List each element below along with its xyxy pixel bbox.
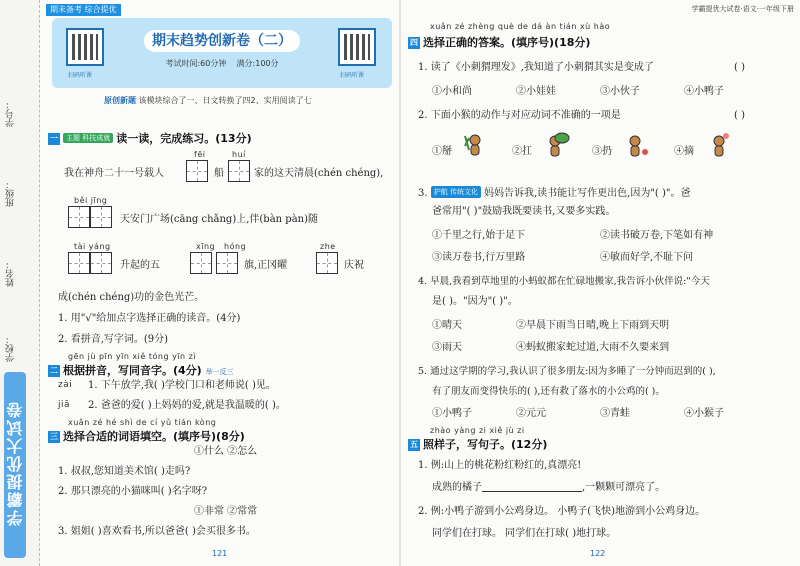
q4-2-opt-d[interactable]: ④摘: [674, 146, 694, 157]
section-2-title: [48, 362, 234, 378]
options-1: ①什么 ②怎么: [194, 446, 258, 457]
passage-line-1a: 我在神舟二十一号载人: [64, 168, 164, 179]
write-box-jing[interactable]: [90, 206, 112, 228]
qr-caption-left: 扫码听课: [68, 72, 93, 79]
pinyin-taiyang: tài yáng: [74, 242, 111, 251]
q4-3-opt-c[interactable]: ③读万卷书,行万里路: [432, 252, 526, 263]
exam-info: [144, 58, 300, 69]
question-3-1: 1. 叔叔,您知道美术馆( )走吗?: [58, 466, 191, 477]
pinyin-xing: xīng: [196, 242, 216, 251]
qr-code-right[interactable]: [338, 28, 376, 66]
example-5-1: 1. 例:山上的桃花粉红粉红的,真漂亮!: [418, 460, 582, 471]
row-2-sentence: 2. 爸爸的爱( )上妈妈的爱,就是我温暖的( )。: [88, 400, 286, 411]
monkey-picking-corn-icon: [460, 132, 490, 162]
binding-strip: [0, 0, 40, 566]
exam-title: 期末趋势创新卷（二）: [144, 30, 300, 52]
section-3-title: [48, 428, 245, 444]
question-3-3: 3. 姐姐( )喜欢看书,所以爸爸( )会买很多书。: [58, 526, 256, 537]
question-4-1-blank[interactable]: ( ): [734, 62, 745, 73]
monkey-picking-peach-icon: [704, 132, 734, 162]
write-box-fei[interactable]: [186, 160, 208, 182]
question-4-3-b: 爸常用"( )"鼓励我既要读书,又要多实践。: [432, 206, 616, 217]
example-5-2: 2. 例:小鸭子游到小公鸡身边。 小鸭子(飞快)地游到小公鸡身边。: [418, 506, 706, 517]
header-tag: 期末备考 综合提优: [46, 4, 121, 16]
q4-3-opt-a[interactable]: ①千里之行,始于足下: [432, 230, 526, 241]
section-4-heading: 选择正确的答案。(填序号)(18分): [423, 36, 591, 49]
section-1-number: 一: [50, 134, 58, 143]
field-school: 学校：: [6, 335, 16, 362]
q4-5-opt-a[interactable]: ①小鸭子: [432, 408, 472, 419]
section-2-number: 二: [50, 366, 58, 375]
write-box-xing[interactable]: [190, 252, 212, 274]
question-1-2: 2. 看拼音,写字词。(9分): [58, 334, 169, 345]
pinyin-hong: hóng: [224, 242, 247, 251]
question-4-1: 1. 读了《小刺猬理发》,我知道了小刺猬其实是变成了: [418, 62, 654, 73]
q4-2-opt-b[interactable]: ②扛: [512, 146, 532, 157]
q4-4-opt-d[interactable]: ④蚂蚁搬家蛇过道,大雨不久要来到: [516, 342, 670, 353]
passage-line-4: 成(chén chéng)功的金色光芒。: [58, 292, 205, 303]
q4-3-opt-d[interactable]: ④敏而好学,不耻下问: [600, 252, 694, 263]
question-4-3: 3. 护航 传统文化 妈妈告诉我,读书能让写作更出色,因为"( )"。爸: [418, 188, 691, 199]
answer-line-5-1[interactable]: [482, 482, 582, 492]
header-title-right: 学霸提优大试卷·语文·一年级下册: [691, 5, 794, 13]
passage-line-1c: 家的这天清晨(chén chéng),: [254, 168, 384, 179]
row-1-pinyin: zài: [58, 380, 73, 390]
q4-2-opt-a[interactable]: ①掰: [432, 146, 452, 157]
field-class: 班级：: [6, 180, 16, 207]
section-5-heading: 照样子，写句子。(12分): [423, 438, 548, 451]
passage-line-3c: 庆祝: [344, 260, 364, 271]
section-3-heading: 选择合适的词语填空。(填序号)(8分): [63, 430, 245, 443]
left-page: [44, 0, 396, 566]
q4-5-opt-b[interactable]: ②元元: [516, 408, 546, 419]
write-box-bei[interactable]: [68, 206, 90, 228]
q4-3-theme: 护航 传统文化: [431, 186, 481, 198]
pinyin-hui: huí: [232, 150, 246, 159]
section-1-heading: 读一读，完成练习。(13分): [116, 132, 252, 145]
q4-1-opt-a[interactable]: ①小和尚: [432, 86, 472, 97]
qr-code-left[interactable]: [66, 28, 104, 66]
exam-time: 考试时间:60分钟: [165, 59, 227, 68]
question-4-4: 4. 早晨,我看到草地里的小蚂蚁都在忙碌地搬家,我告诉小伙伴说:"今天: [418, 276, 710, 287]
section-2-extra: 举一反三: [205, 368, 234, 376]
row-1-sentence: 1. 下午放学,我( )学校门口和老师说( )见。: [88, 380, 276, 391]
section-5-pinyin: zhào yàng zi xiě jù zi: [430, 426, 525, 435]
innovation-note: [104, 95, 312, 107]
q4-5-opt-c[interactable]: ③青蛙: [600, 408, 630, 419]
field-student-id: 学号：: [6, 100, 16, 127]
section-2-pinyin: gēn jù pīn yīn xiě tóng yīn zì: [68, 352, 197, 361]
page-number-right: 122: [590, 549, 606, 558]
question-4-5: 5. 通过这学期的学习,我认识了很多朋友:因为多睡了一分钟而迟到的( ),: [418, 366, 716, 377]
q4-3-opt-b[interactable]: ②读书破万卷,下笔如有神: [600, 230, 714, 241]
q4-5-opt-d[interactable]: ④小猴子: [684, 408, 724, 419]
section-4-title: [408, 34, 590, 50]
question-4-2-blank[interactable]: ( ): [734, 110, 745, 121]
q4-4-opt-c[interactable]: ③雨天: [432, 342, 462, 353]
question-1-1: 1. 用"√"给加点字选择正确的读音。(4分): [58, 313, 241, 324]
options-2: ①非常 ②常常: [194, 506, 258, 517]
section-1-title: [48, 130, 252, 146]
q4-1-opt-c[interactable]: ③小伙子: [600, 86, 640, 97]
section-3-pinyin: xuǎn zé hé shì de cí yǔ tián kòng: [68, 418, 217, 427]
page-gutter: [399, 0, 401, 566]
question-3-2: 2. 那只漂亮的小猫咪叫( )名字呀?: [58, 486, 208, 497]
ex1-subject: 成熟的橘子: [432, 482, 482, 493]
example-5-2-b: 同学们在打球。 同学们在打球( )地打球。: [432, 528, 617, 539]
write-box-zhe[interactable]: [316, 252, 338, 274]
question-4-5-b: 有了朋友而变得快乐的( ),还有救了落水的小公鸡的( )。: [432, 386, 665, 397]
exam-banner: [52, 18, 392, 88]
right-page: [404, 0, 796, 566]
passage-line-3a: 升起的五: [120, 260, 160, 271]
write-box-hui[interactable]: [228, 160, 250, 182]
q4-4-opt-b[interactable]: ②早晨下雨当日晴,晚上下雨到天明: [516, 320, 670, 331]
q4-4-opt-a[interactable]: ①晴天: [432, 320, 462, 331]
example-5-1-b: [432, 482, 665, 494]
ex1-tail: ,一颗颗可漂亮了。: [582, 482, 666, 493]
q4-3-text: 妈妈告诉我,读书能让写作更出色,因为"( )"。爸: [483, 188, 691, 199]
pinyin-fei: fēi: [194, 150, 206, 159]
section-5-number: 五: [410, 440, 418, 449]
section-1-theme: 主题 科技成就: [63, 133, 113, 143]
section-5-title: [408, 436, 547, 452]
pinyin-beijing: běi jīng: [74, 196, 108, 205]
section-4-number: 四: [410, 38, 418, 47]
monkey-throwing-icon: [620, 132, 650, 162]
side-band-title: 学霸提优大试卷: [4, 372, 26, 558]
passage-line-3b: 旗,正冈曜: [244, 260, 288, 271]
question-4-2: 2. 下面小猴的动作与对应动词不准确的一项是: [418, 110, 621, 121]
question-4-4-b: 是( )。"因为"( )"。: [432, 296, 518, 307]
exam-score: 满分:100分: [236, 59, 279, 68]
passage-line-2: 天安门广场(cāng chǎng)上,伴(bàn pàn)随: [120, 214, 318, 225]
write-box-tai[interactable]: [68, 252, 90, 274]
pinyin-zhe: zhe: [320, 242, 336, 251]
q4-2-opt-c[interactable]: ③扔: [592, 146, 612, 157]
passage-line-1b: 船: [214, 168, 224, 179]
innovation-text: 该模块综合了一、日文转换了四2、实用阅读了七: [138, 96, 312, 105]
row-2-pinyin: jiā: [58, 400, 71, 410]
innovation-label: 原创新题: [104, 96, 136, 105]
qr-caption-right: 扫码听课: [340, 72, 365, 79]
field-name: 姓名：: [6, 260, 16, 287]
section-2-heading: 根据拼音，写同音字。(4分): [63, 364, 202, 377]
page-number-left: 121: [212, 549, 228, 558]
q4-1-opt-d[interactable]: ④小鸭子: [684, 86, 724, 97]
section-3-number: 三: [50, 432, 58, 441]
monkey-carrying-melon-icon: [540, 132, 570, 162]
write-box-hong[interactable]: [216, 252, 238, 274]
write-box-yang[interactable]: [90, 252, 112, 274]
section-4-pinyin: xuǎn zé zhèng què de dá àn tián xù hào: [430, 22, 611, 31]
q4-1-opt-b[interactable]: ②小娃娃: [516, 86, 556, 97]
